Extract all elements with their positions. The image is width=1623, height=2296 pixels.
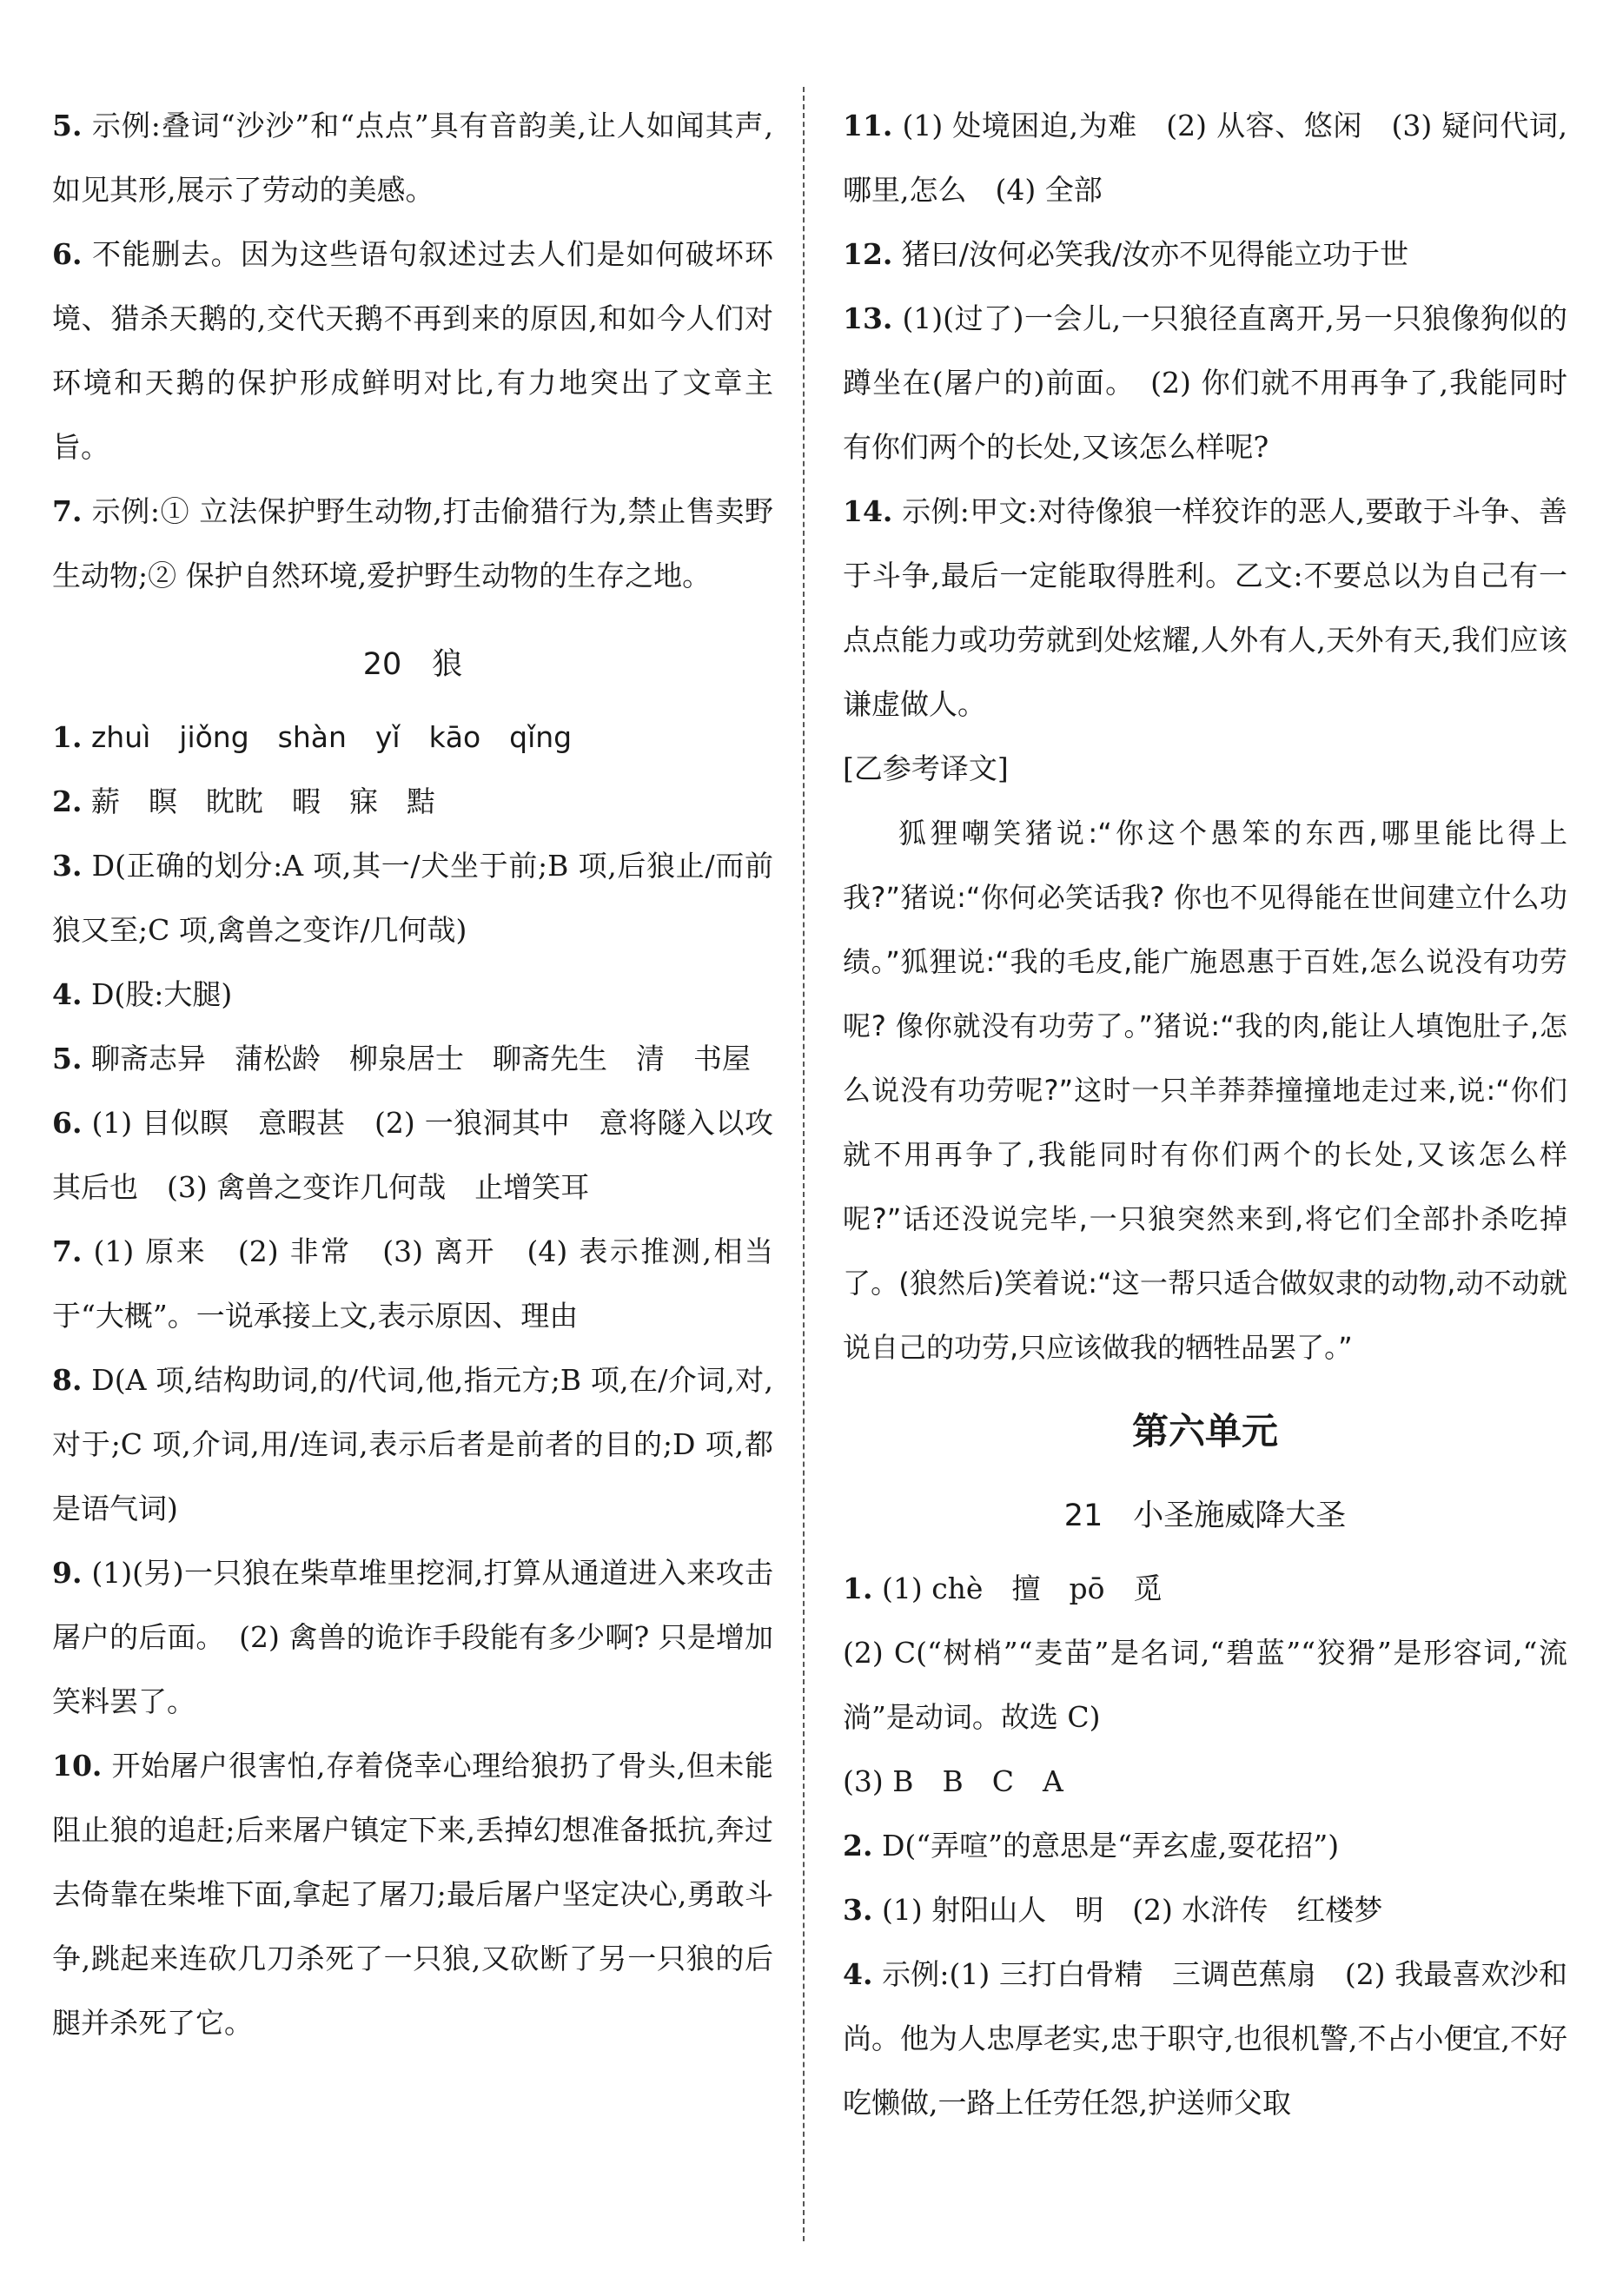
answer-item: 10. 开始屠户很害怕,存着侥幸心理给狼扔了骨头,但未能阻止狼的追赶;后来屠户镇定下来,丢掉幻想准备抵抗,奔过去倚靠在柴堆下面,拿起了屠刀;最后屠户坚定决心,勇敢斗争,跳起来连砍几刀杀死了一只狼,又砍断了另一只狼的后腿并杀死了它。: [52, 1749, 773, 2040]
column-divider: [803, 87, 805, 2241]
answer-item: 7. (1) 原来 (2) 非常 (3) 离开 (4) 表示推测,相当于“大概”。一说承接上文,表示原因、理由: [52, 1234, 773, 1333]
answer-item: 9. (1)(另)一只狼在柴草堆里挖洞,打算从通道进入来攻击屠户的后面。 (2) 禽兽的诡诈手段能有多少啊? 只是增加笑料罢了。: [52, 1556, 773, 1718]
answer-item: 2. 薪 瞑 眈眈 暇 寐 黠: [52, 784, 435, 818]
lesson-20-title: 20 狼: [362, 647, 463, 682]
answer-item: 6. (1) 目似瞑 意暇甚 (2) 一狼洞其中 意将隧入以攻其后也 (3) 禽兽之变诈几何哉 止增笑耳: [52, 1106, 774, 1204]
answer-item: 5. 示例:叠词“沙沙”和“点点”具有音韵美,让人如闻其声,如见其形,展示了劳动的美感。: [52, 109, 773, 207]
lesson-21-title: 21 小圣施威降大圣: [1063, 1499, 1347, 1533]
answer-item: (3) B B C A: [843, 1764, 1063, 1798]
answer-item: 7. 示例:① 立法保护野生动物,打击偷猎行为,禁止售卖野生动物;② 保护自然环境,爱护野生动物的生存之地。: [52, 494, 773, 592]
answers-lesson21: [843, 1557, 1567, 2135]
answer-item: 1. (1) chè 擅 pō 觅: [843, 1571, 1163, 1605]
answer-item: 14. 示例:甲文:对待像狼一样狡诈的恶人,要敢于斗争、善于斗争,最后一定能取得胜利。乙文:不要总以为自己有一点点能力或功劳就到处炫耀,人外有人,天外有天,我们应该谦虚做人。: [843, 494, 1567, 721]
left-column: [52, 94, 773, 2055]
answer-item: 12. 猪曰/汝何必笑我/汝亦不见得能立功于世: [843, 237, 1409, 271]
reference-translation-label: [乙参考译文]: [843, 751, 1009, 785]
answer-item: (2) C(“树梢”“麦苗”是名词,“碧蓝”“狡猾”是形容词,“流淌”是动词。故选 C): [843, 1636, 1567, 1734]
answer-item: 1. zhuì jiǒng shàn yǐ kāo qǐng: [52, 720, 573, 754]
unit-title: 第六单元: [1131, 1410, 1278, 1452]
answer-item: 4. 示例:(1) 三打白骨精 三调芭蕉扇 (2) 我最喜欢沙和尚。他为人忠厚老实,忠于职守,也很机警,不占小便宜,不好吃懒做,一路上任劳任怨,护送师父取: [843, 1957, 1567, 2120]
answer-item: 4. D(股:大腿): [52, 977, 233, 1011]
answer-item: 8. D(A 项,结构助词,的/代词,他,指元方;B 项,在/介词,对,对于;C 项,介词,用/连词,表示后者是前者的目的;D 项,都是语气词): [52, 1363, 773, 1525]
answers-lesson19-end: [52, 94, 773, 608]
answer-item: 2. D(“弄喧”的意思是“弄玄虚,耍花招”): [843, 1829, 1340, 1863]
answer-item: 11. (1) 处境困迫,为难 (2) 从容、悠闲 (3) 疑问代词,哪里,怎么 (4) 全部: [843, 109, 1567, 207]
answer-item: 3. (1) 射阳山人 明 (2) 水浒传 红楼梦: [843, 1893, 1383, 1927]
reference-translation: 狐狸嘲笑猪说:“你这个愚笨的东西,哪里能比得上我?”猪说:“你何必笑话我? 你也不见得能在世间建立什么功绩。”狐狸说:“我的毛皮,能广施恩惠于百姓,怎么说没有功劳呢? 像你就没有功劳了。”猪说:“我的肉,能让人填饱肚子,怎么说没有功劳呢?”这时一只羊莽莽撞撞地走过来,说:“你们就不用再争了,我能同时有你们两个的长处,又该怎么样呢?”话还没说完毕,一只狼突然来到,将它们全部扑杀吃掉了。(狼然后)笑着说:“这一帮只适合做奴隶的动物,动不动就说自己的功劳,只应该做我的牺牲品罢了。”: [843, 817, 1567, 1364]
answer-item: 13. (1)(过了)一会儿,一只狼径直离开,另一只狼像狗似的蹲坐在(屠户的)前面。 (2) 你们就不用再争了,我能同时有你们两个的长处,又该怎么样呢?: [843, 301, 1567, 464]
answer-item: 3. D(正确的划分:A 项,其一/犬坐于前;B 项,后狼止/而前狼又至;C 项,禽兽之变诈/几何哉): [52, 849, 773, 947]
answers-lesson20-continued: [843, 94, 1567, 737]
answer-item: 5. 聊斋志异 蒲松龄 柳泉居士 聊斋先生 清 书屋: [52, 1042, 751, 1075]
answer-item: 6. 不能删去。因为这些语句叙述过去人们是如何破坏环境、猎杀天鹅的,交代天鹅不再到来的原因,和如今人们对环境和天鹅的保护形成鲜明对比,有力地突出了文章主旨。: [52, 237, 773, 464]
right-column: [843, 94, 1567, 2135]
answers-lesson20: [52, 705, 773, 2055]
